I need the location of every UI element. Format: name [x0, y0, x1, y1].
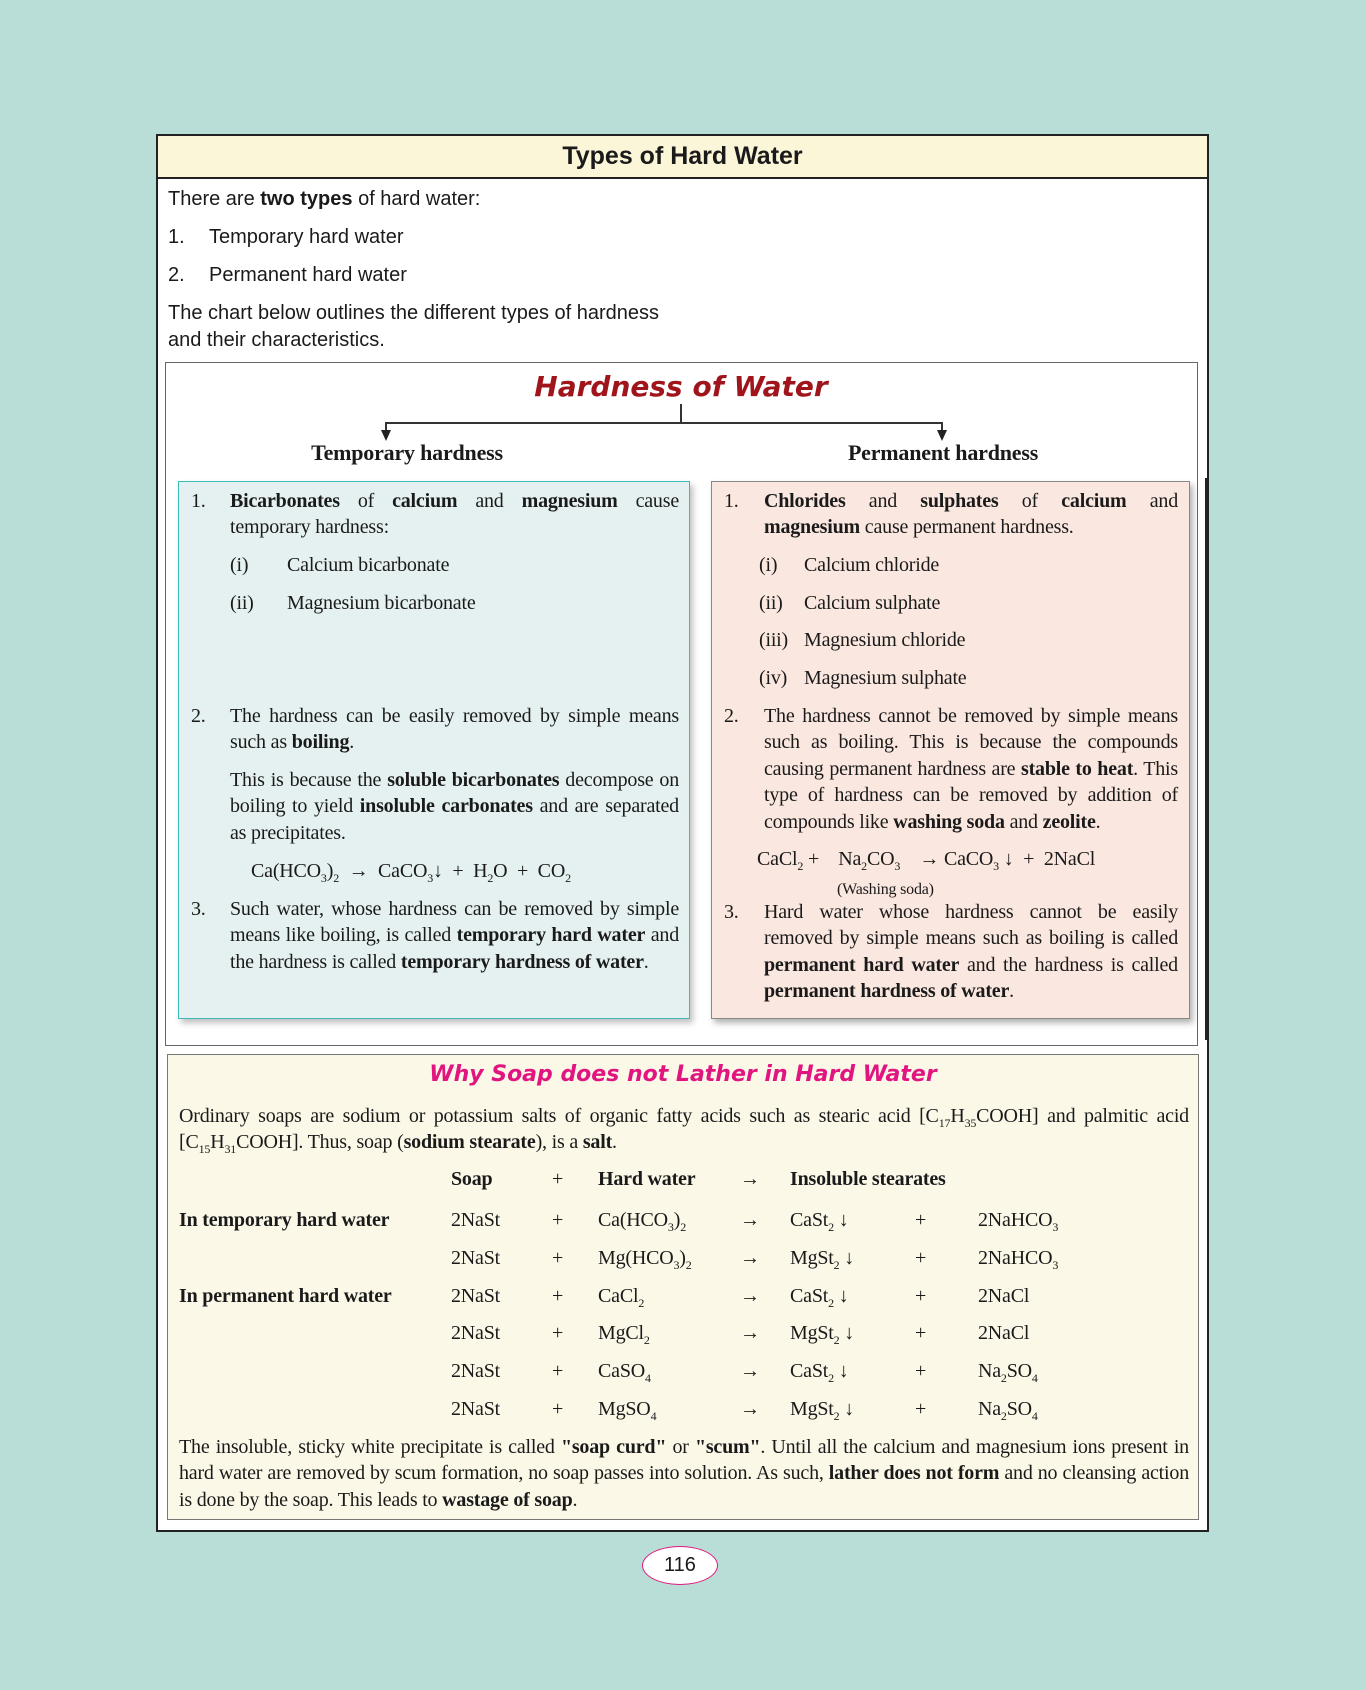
temporary-heading: Temporary hardness [311, 440, 503, 465]
subscript: 2 [643, 1333, 650, 1347]
reaction-plus: + [552, 1285, 564, 1307]
plus-sign: + [552, 1168, 564, 1190]
reaction-byproduct [978, 1320, 1029, 1346]
washing-soda-label: (Washing soda) [837, 881, 934, 898]
text-run: . [1009, 980, 1014, 1003]
text-run: . [612, 1131, 617, 1154]
subscript: 2 [828, 1371, 834, 1385]
bold-text: magnesium [764, 516, 860, 539]
text-run: Ca(HCO [598, 1209, 668, 1231]
point-number: 3. [191, 898, 206, 920]
text-run: and the hardness is called [959, 953, 1178, 976]
bold-text: permanent hard water [764, 953, 960, 976]
subscript: 3 [427, 871, 434, 885]
reaction-plus2: + [915, 1322, 927, 1344]
arrow-right-icon: → [740, 1322, 760, 1344]
reaction-hard [598, 1283, 644, 1309]
subscript: 3 [993, 859, 999, 873]
point-number: 2. [191, 705, 206, 727]
text-run: 2NaHCO [978, 1247, 1053, 1269]
bold-text: zeolite [1042, 810, 1096, 833]
point-number: 1. [724, 490, 739, 512]
reaction-hard [598, 1245, 692, 1271]
subscript: 4 [644, 1371, 651, 1385]
list-item [168, 262, 185, 288]
bold-text: salt [582, 1131, 613, 1154]
text-run: There are [168, 188, 261, 210]
text-run: CaSt [790, 1209, 829, 1231]
reaction-soap: 2NaSt [451, 1209, 501, 1231]
temporary-point-3 [230, 896, 679, 975]
subscript: 2 [638, 1296, 645, 1310]
row-label: In temporary hard water [179, 1209, 390, 1231]
text-run: Na [978, 1398, 1001, 1420]
reaction-product [790, 1358, 849, 1384]
arrow-right-icon: → [740, 1360, 760, 1382]
text-run: H [950, 1105, 965, 1127]
bold-text: calcium [392, 490, 458, 512]
bold-text: boiling [291, 731, 350, 754]
soap-conclusion [179, 1434, 1189, 1513]
sub-item: Magnesium sulphate [804, 667, 967, 689]
reaction-plus: + [552, 1360, 564, 1382]
reaction-plus2: + [915, 1398, 927, 1420]
text-run: ), is a [535, 1131, 583, 1154]
text-run: COOH] and palmitic acid [C [179, 1105, 1189, 1154]
text-run: ↓ [839, 1398, 855, 1420]
arrow-right-icon: → [740, 1247, 760, 1269]
text-run: ) [326, 860, 334, 882]
text-run: CaSO [598, 1360, 645, 1382]
reaction-soap: 2NaSt [451, 1247, 501, 1269]
text-run: and are separated as precipitates. [230, 795, 679, 844]
subscript: 2 [833, 1258, 840, 1272]
reaction-product [790, 1245, 854, 1271]
text-run: cause temporary hardness: [230, 490, 679, 539]
text-run: and [1004, 810, 1043, 833]
reaction-plus: + [552, 1398, 564, 1420]
subscript: 3 [673, 1258, 680, 1272]
text-run: and [1126, 490, 1178, 512]
subscript: 4 [650, 1409, 657, 1423]
boiling-equation [251, 858, 571, 884]
text-run: + Na [803, 848, 862, 870]
bold-text: soluble bicarbonates [387, 769, 560, 791]
arrow-right-icon: → [740, 1285, 760, 1307]
subscript: 3 [667, 1220, 674, 1234]
subscript: 2 [685, 1258, 692, 1272]
text-run: MgSt [790, 1322, 834, 1344]
reaction-plus2: + [915, 1247, 927, 1269]
sub-item: Calcium chloride [804, 554, 940, 576]
point-number: 1. [191, 490, 206, 512]
text-run: CaCl [757, 848, 798, 870]
text-run: O + CO [493, 860, 566, 882]
point-number: 3. [724, 901, 739, 923]
reaction-plus2: + [915, 1285, 927, 1307]
page-title: Types of Hard Water [156, 134, 1209, 179]
text-run: MgSO [598, 1398, 651, 1420]
text-run: Such water, whose hardness can be removed by simple means like boiling, is called [230, 898, 679, 947]
text-run: ) [679, 1247, 686, 1269]
text-run: 2NaCl [978, 1285, 1030, 1307]
temporary-point-2 [230, 703, 679, 756]
subscript: 2 [680, 1220, 686, 1234]
item-number: 1. [168, 226, 185, 248]
sub-item-number: (i) [759, 554, 778, 576]
reaction-plus2: + [915, 1209, 927, 1231]
text-run: and [457, 490, 522, 512]
text-run: Na [978, 1360, 1001, 1382]
text-run: CaSt [790, 1285, 829, 1307]
list-item [168, 224, 185, 250]
reaction-soap: 2NaSt [451, 1398, 501, 1420]
arrow-right-icon: → [740, 1209, 760, 1231]
text-run: → CaCO [900, 848, 994, 870]
subscript: 2 [828, 1220, 834, 1234]
subscript: 3 [320, 871, 327, 885]
bold-text: "soap curd" [560, 1436, 667, 1458]
text-run: ↓ [839, 1322, 855, 1344]
sub-item: Magnesium chloride [804, 629, 966, 651]
text-run: . [1095, 810, 1101, 833]
text-run: MgSt [790, 1398, 834, 1420]
sub-item-number: (iv) [759, 667, 788, 689]
connector-line [680, 404, 682, 423]
arrow-right-icon: → [740, 1398, 760, 1420]
text-run: Ca(HCO [251, 860, 321, 882]
reaction-byproduct [978, 1283, 1029, 1309]
row-label: In permanent hard water [179, 1285, 392, 1307]
text-run: ) [673, 1209, 681, 1231]
bold-text: sodium stearate [403, 1131, 536, 1154]
reaction-plus: + [552, 1247, 564, 1269]
text-run: ↓ [833, 1360, 849, 1382]
subscript: 3 [894, 859, 901, 873]
reaction-product [790, 1207, 849, 1233]
subscript: 2 [833, 1333, 840, 1347]
text-run: or [666, 1436, 695, 1458]
reaction-plus: + [552, 1209, 564, 1231]
reaction-plus2: + [915, 1360, 927, 1382]
subscript: 4 [1031, 1409, 1038, 1423]
subscript: 2 [1000, 1371, 1007, 1385]
subscript: 2 [487, 871, 494, 885]
text-run: CO [866, 848, 895, 870]
subscript: 3 [1052, 1220, 1059, 1234]
subscript: 2 [333, 871, 339, 885]
bold-text: sulphates [920, 490, 999, 512]
text-run: The hardness can be easily removed by simple means such as [230, 705, 679, 754]
text-run: H [210, 1131, 225, 1154]
subscript: 2 [797, 859, 804, 873]
subscript: 31 [224, 1142, 237, 1157]
text-run: SO [1006, 1398, 1032, 1420]
bold-text: Chlorides [764, 490, 846, 512]
text-run: 2NaCl [978, 1322, 1030, 1344]
text-run: of [339, 490, 393, 512]
text-run: . This type of hardness can be removed by addition of compounds like [764, 757, 1178, 833]
text-run: and the hardness is called [230, 924, 680, 973]
connector-line [385, 422, 942, 424]
text-run: cause permanent hardness. [859, 516, 1074, 539]
column-header-hard-water: Hard water [598, 1168, 696, 1190]
column-header-soap: Soap [451, 1168, 493, 1190]
reaction-product [790, 1320, 854, 1346]
reaction-byproduct [978, 1207, 1058, 1233]
reaction-hard [598, 1207, 686, 1233]
bold-text: magnesium [521, 490, 618, 512]
sub-item-number: (ii) [230, 592, 254, 614]
text-run: CaCl [598, 1285, 639, 1307]
text-run: → CaCO [339, 860, 428, 882]
bold-text: "scum" [694, 1436, 761, 1458]
text-run: ↓ [833, 1285, 849, 1307]
text-run: and no cleansing action is done by the soap. This leads to [179, 1462, 1189, 1511]
bold-text: stable to heat [1021, 757, 1134, 780]
subscript: 15 [198, 1142, 211, 1157]
sub-item-number: (ii) [759, 592, 783, 614]
text-run: and [845, 490, 921, 512]
chart-shadow-edge [1205, 478, 1208, 1040]
sub-item: Calcium bicarbonate [287, 554, 450, 576]
text-run: MgCl [598, 1322, 644, 1344]
subscript: 35 [964, 1116, 977, 1130]
text-run: Hard water whose hardness cannot be easily removed by simple means such as boiling is called [764, 901, 1178, 950]
column-header-product: Insoluble stearates [790, 1168, 946, 1190]
bold-text: washing soda [893, 810, 1005, 833]
sub-item: Calcium sulphate [804, 592, 941, 614]
bold-text: two types [260, 188, 353, 210]
temporary-explanation [230, 767, 679, 846]
bold-text: insoluble carbonates [359, 795, 533, 818]
text-run: . Until all the calcium and magnesium ions present in hard water are removed by scum formation, no soap passes into solution. As such, [179, 1436, 1189, 1485]
subscript: 2 [1000, 1409, 1007, 1423]
text-run: ↓ + 2NaCl [998, 848, 1096, 870]
text-run: CaSt [790, 1360, 829, 1382]
soap-section-title: Why Soap does not Lather in Hard Water [429, 1062, 937, 1087]
text-run: ↓ + H [433, 860, 488, 882]
text-run: . [349, 731, 355, 754]
bold-text: wastage of soap [442, 1488, 573, 1511]
permanent-point-1 [764, 488, 1178, 541]
temporary-point-1 [230, 488, 679, 541]
text-run: The hardness cannot be removed by simple means such as boiling. This is because the compounds causing permanent hardness are [764, 705, 1178, 780]
list-item-text: Temporary hard water [209, 226, 404, 248]
sub-item-number: (i) [230, 554, 249, 576]
reaction-hard [598, 1358, 651, 1384]
reaction-soap: 2NaSt [451, 1285, 501, 1307]
text-run: 2NaHCO [978, 1209, 1053, 1231]
text-run: This is because the [230, 769, 388, 791]
sub-item: Magnesium bicarbonate [287, 592, 476, 614]
text-run: of hard water: [352, 188, 481, 210]
text-run: MgSt [790, 1247, 834, 1269]
reaction-hard [598, 1320, 650, 1346]
reaction-soap: 2NaSt [451, 1360, 501, 1382]
reaction-hard [598, 1396, 656, 1422]
permanent-point-3 [764, 899, 1178, 1005]
reaction-soap: 2NaSt [451, 1322, 501, 1344]
arrow-right-icon: → [740, 1168, 760, 1190]
bold-text: permanent hardness of water [764, 980, 1010, 1003]
reaction-byproduct [978, 1358, 1038, 1384]
point-number: 2. [724, 705, 739, 727]
subscript: 2 [861, 859, 867, 873]
text-run: Mg(HCO [598, 1247, 674, 1269]
bold-text: Bicarbonates [230, 490, 340, 512]
reaction-plus: + [552, 1322, 564, 1344]
text-run: COOH]. Thus, soap ( [236, 1131, 404, 1154]
text-run: ↓ [833, 1209, 849, 1231]
subscript: 4 [1031, 1371, 1038, 1385]
reaction-byproduct [978, 1245, 1058, 1271]
text-run: SO [1006, 1360, 1032, 1382]
intro-text [168, 186, 480, 212]
bold-text: calcium [1061, 490, 1127, 512]
item-number: 2. [168, 264, 185, 286]
text-run: ↓ [839, 1247, 855, 1269]
subscript: 2 [565, 871, 571, 885]
chart-description: The chart below outlines the different types of hardness [168, 302, 660, 324]
bold-text: lather does not form [828, 1462, 1000, 1485]
sub-item-number: (iii) [759, 629, 788, 651]
text-run: decompose on boiling to yield [230, 769, 680, 818]
text-run: . [643, 950, 649, 973]
reaction-product [790, 1283, 849, 1309]
permanent-heading: Permanent hardness [847, 440, 1039, 465]
soap-intro [179, 1103, 1189, 1156]
chart-title: Hardness of Water [534, 370, 828, 403]
permanent-point-2 [764, 703, 1178, 835]
subscript: 2 [828, 1296, 834, 1310]
reaction-product [790, 1396, 854, 1422]
reaction-byproduct [978, 1396, 1038, 1422]
page-number: 116 [642, 1546, 718, 1585]
list-item-text: Permanent hard water [209, 264, 407, 286]
subscript: 17 [938, 1116, 951, 1130]
text-run: The insoluble, sticky white precipitate is called [179, 1436, 561, 1458]
text-run: Ordinary soaps are sodium or potassium salts of organic fatty acids such as stearic acid [C [179, 1105, 939, 1127]
washing-soda-equation [757, 846, 1095, 872]
text-run: . [572, 1488, 578, 1511]
subscript: 3 [1052, 1258, 1059, 1272]
bold-text: temporary hard water [456, 924, 646, 947]
text-run: of [998, 490, 1062, 512]
subscript: 2 [833, 1409, 840, 1423]
bold-text: temporary hardness of water [400, 950, 644, 973]
chart-description: and their characteristics. [168, 329, 385, 351]
